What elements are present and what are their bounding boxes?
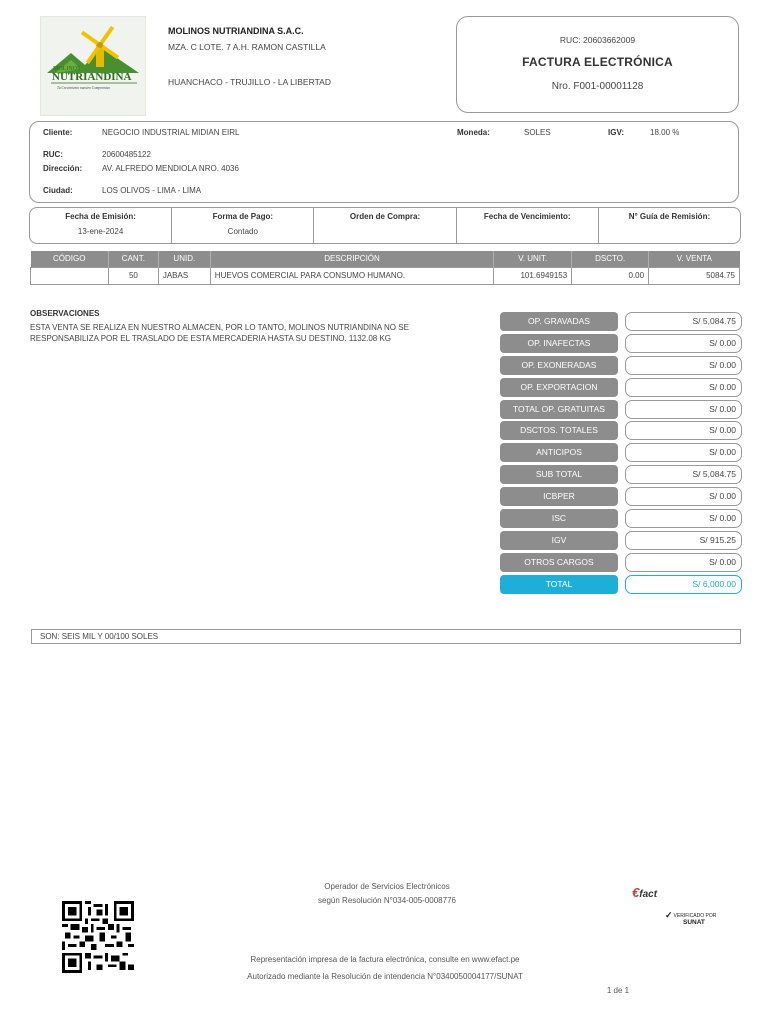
col-qty: CANT.: [108, 251, 158, 267]
company-logo: [40, 16, 146, 116]
invoice-title: FACTURA ELECTRÓNICA: [522, 55, 673, 69]
total-value: S/ 0.00: [625, 356, 742, 375]
total-value: S/ 0.00: [625, 443, 742, 462]
emission-label: Fecha de Emisión:: [65, 212, 136, 221]
total-row-otros: [500, 553, 742, 572]
issuer-ruc: RUC: 20603662009: [559, 35, 636, 45]
client-ruc-value: 20600485122: [102, 150, 151, 159]
total-value: S/ 0.00: [625, 334, 742, 353]
due-label: Fecha de Vencimiento:: [483, 212, 571, 221]
total-label: DSCTOS. TOTALES: [500, 421, 618, 440]
address-label: Dirección:: [43, 164, 83, 173]
grand-total-value: S/ 6,000.00: [625, 575, 742, 594]
totals-panel: [500, 312, 742, 597]
amount-in-words: SON: SEIS MIL Y 00/100 SOLES: [31, 629, 741, 644]
city-value: LOS OLIVOS - LIMA - LIMA: [102, 186, 202, 195]
logo-brand-name: NUTRIANDINA: [52, 71, 132, 83]
cell-description: HUEVOS COMERCIAL PARA CONSUMO HUMANO.: [210, 267, 493, 284]
operator-line-1: Operador de Servicios Electrónicos: [324, 882, 450, 891]
city-label: Ciudad:: [43, 186, 73, 195]
total-label: SUB TOTAL: [500, 465, 618, 484]
total-row-icbper: [500, 487, 742, 506]
total-row-descuentos: [500, 421, 742, 440]
total-row-exportacion: [500, 378, 742, 397]
total-row-gravadas: [500, 312, 742, 331]
cell-code: [31, 267, 109, 284]
client-label: Cliente:: [43, 128, 73, 137]
company-name: MOLINOS NUTRIANDINA S.A.C.: [168, 26, 304, 36]
igv-value: 18.00 %: [650, 128, 680, 137]
address-value: AV. ALFREDO MENDIOLA NRO. 4036: [102, 164, 239, 173]
guide-cell: [599, 208, 740, 243]
order-value: [314, 227, 455, 236]
guide-label: N° Guía de Remisión:: [628, 212, 711, 221]
cell-sale-value: 5084.75: [649, 267, 740, 284]
total-label: OP. EXONERADAS: [500, 356, 618, 375]
total-label: ICBPER: [500, 487, 618, 506]
company-city: HUANCHACO - TRUJILLO - LA LIBERTAD: [168, 77, 331, 87]
authorization-text: Autorizado mediante la Resolución de intendencia N°0340050004177/SUNAT: [247, 972, 523, 981]
total-value: S/ 0.00: [625, 509, 742, 528]
total-value: S/ 5,084.75: [625, 312, 742, 331]
total-value: S/ 0.00: [625, 553, 742, 572]
currency-label: Moneda:: [457, 128, 490, 137]
payment-value: Contado: [227, 227, 258, 236]
invoice-number: Nro. F001-00001128: [551, 81, 644, 92]
total-row-exoneradas: [500, 356, 742, 375]
total-row-anticipos: [500, 443, 742, 462]
total-value: S/ 0.00: [625, 487, 742, 506]
sunat-label: SUNAT: [683, 919, 705, 926]
total-value: S/ 915.25: [625, 531, 742, 550]
qr-code: [60, 901, 136, 973]
client-value: NEGOCIO INDUSTRIAL MIDIAN EIRL: [102, 128, 240, 137]
total-row-subtotal: [500, 465, 742, 484]
total-value: S/ 0.00: [625, 421, 742, 440]
operator-info: [232, 880, 542, 908]
client-box: [29, 121, 739, 203]
cell-unit: JABAS: [158, 267, 210, 284]
company-info: [168, 26, 448, 87]
grand-total-label: TOTAL: [500, 575, 618, 594]
order-cell: [314, 208, 456, 243]
total-label: OP. GRAVADAS: [500, 312, 618, 331]
invoice-header-box: [456, 16, 739, 113]
emission-cell: [30, 208, 172, 243]
total-value: S/ 5,084.75: [625, 465, 742, 484]
dates-box: [29, 207, 741, 244]
col-discount: DSCTO.: [572, 251, 649, 267]
logo-tagline: Tu Crecimiento nuestro Compromiso: [57, 86, 111, 90]
total-row-isc: [500, 509, 742, 528]
logo-brand-small: MOLINOS: [53, 66, 81, 72]
checkmark-icon: ✓: [665, 910, 673, 920]
total-row-grand-total: [500, 575, 742, 594]
total-label: IGV: [500, 531, 618, 550]
observations-text: ESTA VENTA SE REALIZA EN NUESTRO ALMACEN, POR LO TANTO, MOLINOS NUTRIANDINA NO SE RESPONSABILIZA POR EL TRASLADO DE ESTA MERCADERIA HASTA SU DESTINO. 1132.08 KG: [30, 323, 409, 343]
cell-discount: 0.00: [572, 267, 649, 284]
total-row-inafectas: [500, 334, 742, 353]
total-label: ANTICIPOS: [500, 443, 618, 462]
efact-logo: [632, 885, 657, 900]
page-number: 1 de 1: [606, 986, 630, 995]
cell-unit-price: 101.6949153: [494, 267, 572, 284]
col-code: CÓDIGO: [31, 251, 109, 267]
table-row: [31, 267, 740, 284]
company-address: MZA. C LOTE. 7 A.H. RAMON CASTILLA: [168, 42, 326, 52]
efact-logo-text: fact: [639, 889, 658, 900]
total-label: TOTAL OP. GRATUITAS: [500, 400, 618, 419]
currency-value: SOLES: [524, 128, 551, 137]
client-ruc-label: RUC:: [43, 150, 63, 159]
total-label: OTROS CARGOS: [500, 553, 618, 572]
sunat-verified-label: VERIFICADO POR: [673, 912, 717, 919]
operator-line-2: según Resolución N°034-005-0008776: [318, 896, 456, 905]
guide-value: [599, 227, 740, 236]
sunat-verified-logo: [665, 910, 721, 926]
col-description: DESCRIPCIÓN: [210, 251, 493, 267]
total-value: S/ 0.00: [625, 378, 742, 397]
total-label: OP. EXPORTACION: [500, 378, 618, 397]
total-label: OP. INAFECTAS: [500, 334, 618, 353]
cell-qty: 50: [108, 267, 158, 284]
items-header-row: [31, 251, 740, 267]
emission-value: 13-ene-2024: [77, 227, 124, 236]
total-row-igv: [500, 531, 742, 550]
total-value: S/ 0.00: [625, 400, 742, 419]
igv-label: IGV:: [608, 128, 625, 137]
col-sale-value: V. VENTA: [649, 251, 740, 267]
payment-cell: [172, 208, 314, 243]
representation-info: [160, 951, 610, 985]
total-label: ISC: [500, 509, 618, 528]
representation-text: Representación impresa de la factura electrónica, consulte en www.efact.pe: [250, 955, 520, 964]
total-row-gratuitas: [500, 400, 742, 419]
order-label: Orden de Compra:: [349, 212, 421, 221]
due-value: [457, 227, 598, 236]
due-cell: [457, 208, 599, 243]
col-unit: UNID.: [158, 251, 210, 267]
observations-title: OBSERVACIONES: [30, 309, 100, 318]
items-table: [30, 251, 740, 285]
col-unit-price: V. UNIT.: [494, 251, 572, 267]
payment-label: Forma de Pago:: [212, 212, 274, 221]
efact-logo-icon: €: [632, 885, 640, 900]
